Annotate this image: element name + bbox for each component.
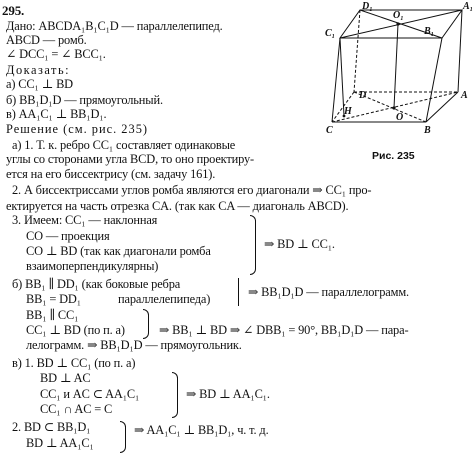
solution-a2-line2: ектируется на часть отрезка CA. (так как CA — диагональ ABCD). — [6, 199, 349, 213]
prove-a: а) CC₁ ⊥ BD — [6, 77, 73, 91]
solution-c2-line2: BD ⊥ AA₁C₁ — [26, 436, 94, 450]
solution-a3-line1: 3. Имеем: CC₁ — наклонная — [12, 213, 158, 227]
solution-c1-line3: CC₁ и AC ⊂ AA₁C₁ — [40, 387, 140, 401]
label-d: D — [359, 90, 367, 101]
bar-b1 — [238, 278, 239, 306]
solution-b-line2b: параллелепипеда) — [118, 292, 211, 306]
label-a1: A₁ — [463, 1, 474, 12]
brace-c2 — [120, 421, 126, 453]
brace-a3 — [250, 215, 256, 275]
solution-a3-line2: CO — проекция — [26, 229, 110, 243]
solution-b-line2a: BB₁ = DD₁ — [26, 292, 81, 306]
solution-heading: Решение (см. рис. 235) — [6, 122, 149, 136]
solution-a1-line2: углы со сторонами угла BCD, то оно проектиру- — [6, 152, 255, 166]
solution-a2-line1: 2. А биссектрисcами углов ромба являются его диагонали ⇒ CC₁ про- — [12, 183, 372, 197]
solution-c1-conclusion: ⇒ BD ⊥ AA₁C₁. — [186, 387, 270, 401]
solution-c1-line1: в) 1. BD ⊥ CC₁ (по п. а) — [12, 356, 136, 370]
label-o: O — [396, 112, 404, 123]
given-line-3: ∠ DCC₁ = ∠ BCC₁. — [6, 47, 106, 61]
solution-b-line4: CC₁ ⊥ BD (по п. а) — [26, 323, 125, 337]
label-c1: C₁ — [325, 28, 336, 39]
label-b1: B₁ — [424, 26, 435, 37]
label-o1: O₁ — [393, 10, 404, 21]
solution-a3-line4: взаимоперпендикулярны) — [26, 259, 159, 273]
solution-c2-line1: 2. BD ⊂ BB₁D₁ — [12, 420, 91, 434]
label-b: B — [424, 125, 431, 136]
solution-c2-conclusion: ⇒ AA₁C₁ ⊥ BB₁D₁, ч. т. д. — [134, 423, 269, 437]
given-line-2: ABCD — ромб. — [6, 33, 87, 47]
figure-caption: Рис. 235 — [372, 150, 415, 162]
brace-c1 — [172, 372, 178, 418]
prove-c: в) AA₁C₁ ⊥ BB₁D₁. — [6, 107, 107, 121]
solution-a3-line3: CO ⊥ BD (так как диагонали ромба — [26, 244, 211, 258]
label-c: C — [326, 125, 333, 136]
solution-b-conclusion2: ⇒ BB₁ ⊥ BD ⇒ ∠ DBB₁ = 90°, BB₁D₁D — пара- — [159, 323, 409, 337]
solution-a1-line3: ется на его биссектрису (см. задачу 161). — [6, 167, 216, 181]
label-a: A — [461, 90, 468, 101]
parallelepiped-figure — [322, 0, 475, 150]
solution-c1-line4: CC₁ ∩ AC = C — [40, 402, 113, 416]
given-line-1: Дано: ABCDA₁B₁C₁D — параллелепипед. — [6, 19, 223, 33]
label-d1: D₁ — [362, 1, 373, 12]
solution-b-line5: лелограмм. ⇒ BB₁D₁D — прямоугольник. — [26, 338, 242, 352]
solution-a1-line1: а) 1. Т. к. ребро CC₁ составляет одинаковые — [12, 138, 236, 152]
solution-b-line1: б) BB₁ ∥ DD₁ (как боковые ребра — [12, 277, 181, 291]
solution-b-line3: BB₁ ∥ CC₁ — [26, 308, 79, 322]
solution-b-conclusion1: ⇒ BB₁D₁D — параллелограмм. — [248, 285, 409, 299]
solution-c1-line2: BD ⊥ AC — [40, 371, 91, 385]
prove-heading: Доказать: — [6, 63, 71, 77]
problem-number: 295. — [2, 3, 25, 18]
solution-a3-conclusion: ⇒ BD ⊥ CC₁. — [264, 237, 335, 251]
brace-b2 — [143, 309, 149, 339]
label-h: H — [344, 106, 352, 117]
prove-b: б) BB₁D₁D — прямоугольный. — [6, 93, 163, 107]
